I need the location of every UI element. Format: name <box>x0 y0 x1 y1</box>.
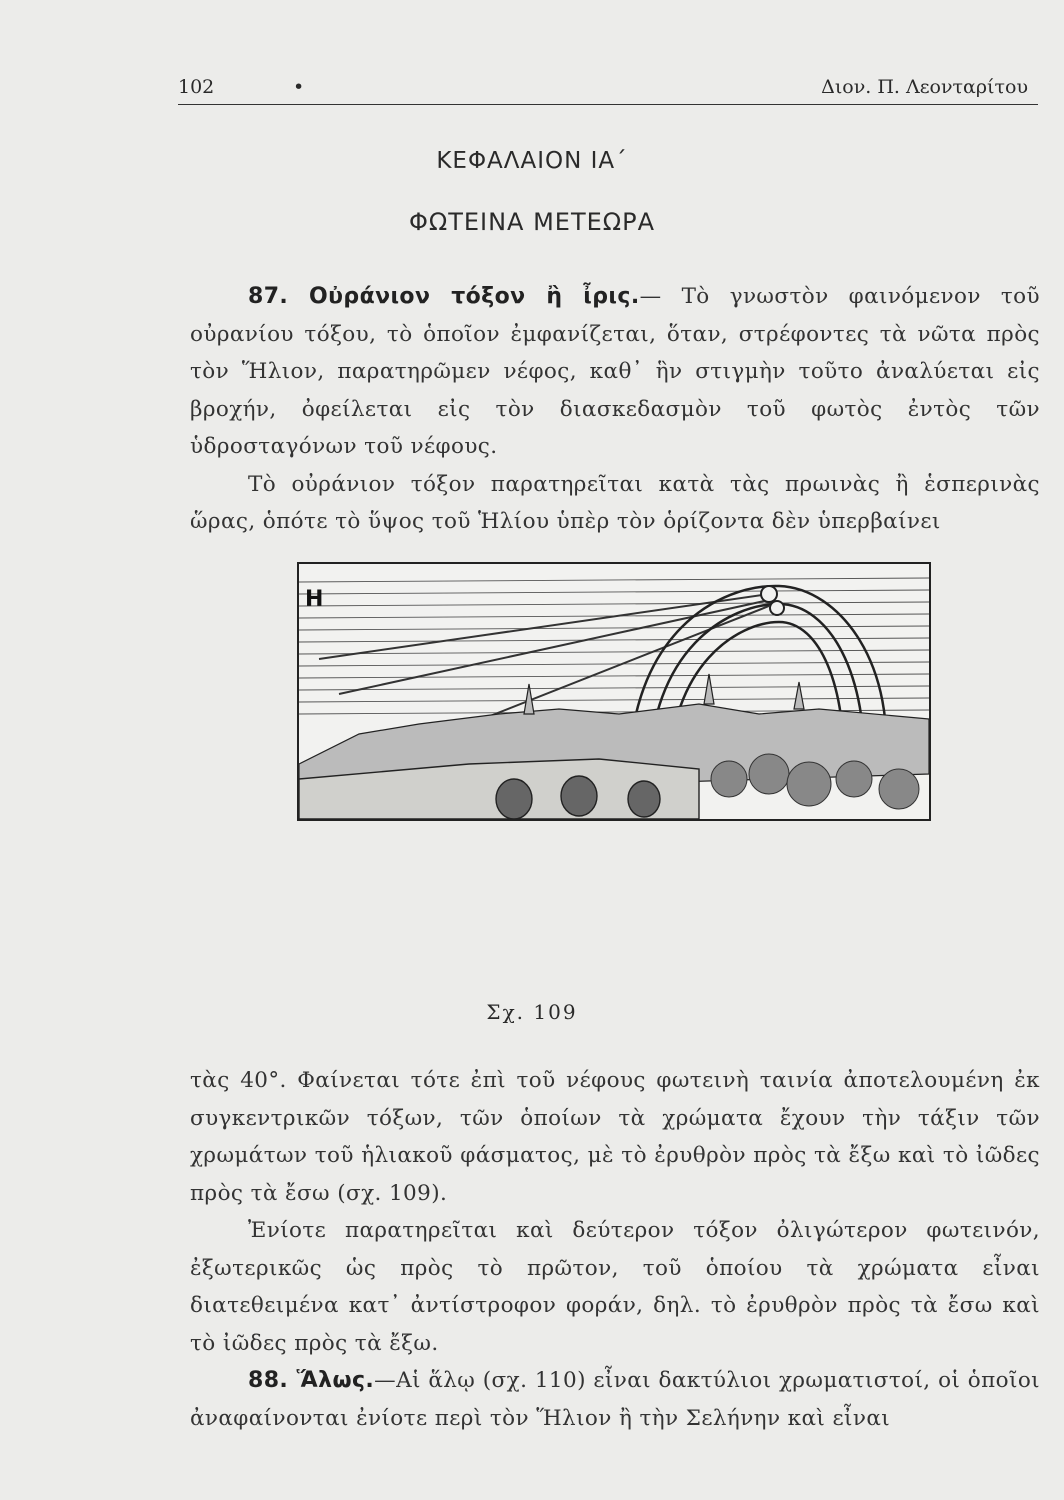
section-87-heading: 87. Οὐράνιον τόξον ἢ ἶρις. <box>248 284 640 309</box>
rainbow-engraving <box>299 564 929 819</box>
continuation-paragraph-1: τὰς 40°. Φαίνεται τότε ἐπὶ τοῦ νέφους φωτεινὴ ταινία ἀποτελουμένη ἐκ συγκεντρικῶν τόξων, τῶν ὁποίων τὰ χρώματα ἔχουν τὴν τάξιν τῶν χρωμάτων τοῦ ἡλιακοῦ φάσματος, μὲ τὸ ἐρυθρὸν πρὸς τὰ ἔξω καὶ τὸ ἰῶδες πρὸς τὰ ἔσω (σχ. 109). <box>190 1068 1040 1206</box>
section-87 <box>190 278 1040 541</box>
section-87-paragraph-2: Τὸ οὐράνιον τόξον παρατηρεῖται κατὰ τὰς πρωινὰς ἢ ἑσπερινὰς ὥρας, ὁπότε τὸ ὕψος τοῦ Ἡλίου ὑπὲρ τὸν ὁρίζοντα δὲν ὑπερβαίνει <box>190 471 1040 534</box>
figure-caption: Σχ. 109 <box>486 1000 578 1024</box>
continuation-paragraph-2: Ἐνίοτε παρατηρεῖται καὶ δεύτερον τόξον ὀλιγώτερον φωτεινόν, ἐξωτερικῶς ὡς πρὸς τὸ πρῶτον, τοῦ ὁποίου τὰ χρώματα εἶναι διατεθειμένα κατ᾽ ἀντίστροφον φοράν, δηλ. τὸ ἐρυθρὸν πρὸς τὰ ἔσω καὶ τὸ ἰῶδες πρὸς τὰ ἔξω. <box>190 1218 1040 1356</box>
section-87-paragraph-1 <box>190 278 1040 466</box>
chapter-label: ΚΕΦΑΛΑΙΟΝ ΙΑ΄ <box>436 148 628 174</box>
section-88-text: —Αἱ ἅλῳ (σχ. 110) εἶναι δακτύλιοι χρωματιστοί, οἱ ὁποῖοι ἀναφαίνονται ἐνίοτε περὶ τὸν Ἥλιον ἢ τὴν Σελήνην καὶ εἶναι <box>190 1368 1041 1431</box>
continuation-text <box>190 1062 1040 1437</box>
section-88-heading: 88. Ἅλως. <box>248 1368 375 1393</box>
chapter-title: ΦΩΤΕΙΝΑ ΜΕΤΕΩΡΑ <box>408 208 656 236</box>
rainbow-illustration <box>297 562 931 821</box>
header-separator: • <box>293 76 305 98</box>
sun-marks <box>761 586 784 615</box>
figure-corner-letter: Η <box>305 587 324 612</box>
running-header <box>178 72 1038 105</box>
page-number: 102 <box>178 76 215 98</box>
sky-hatching <box>299 578 929 714</box>
section-88 <box>190 1362 1040 1437</box>
header-author: Διον. Π. Λεονταρίτου <box>821 76 1028 98</box>
section-87-text: — Τὸ γνωστὸν φαινόμενον τοῦ οὐρανίου τόξου, τὸ ὁποῖον ἐμφανίζεται, ὅταν, στρέφοντες τὰ νῶτα πρὸς τὸν Ἥλιον, παρατηρῶμεν νέφος, καθ᾽ ἣν στιγμὴν τοῦτο ἀναλύεται εἰς βροχήν, ὀφείλεται εἰς τὸν διασκεδασμὸν τοῦ φωτὸς ἐντὸς τῶν ὑδροσταγόνων τοῦ νέφους. <box>190 284 1040 459</box>
